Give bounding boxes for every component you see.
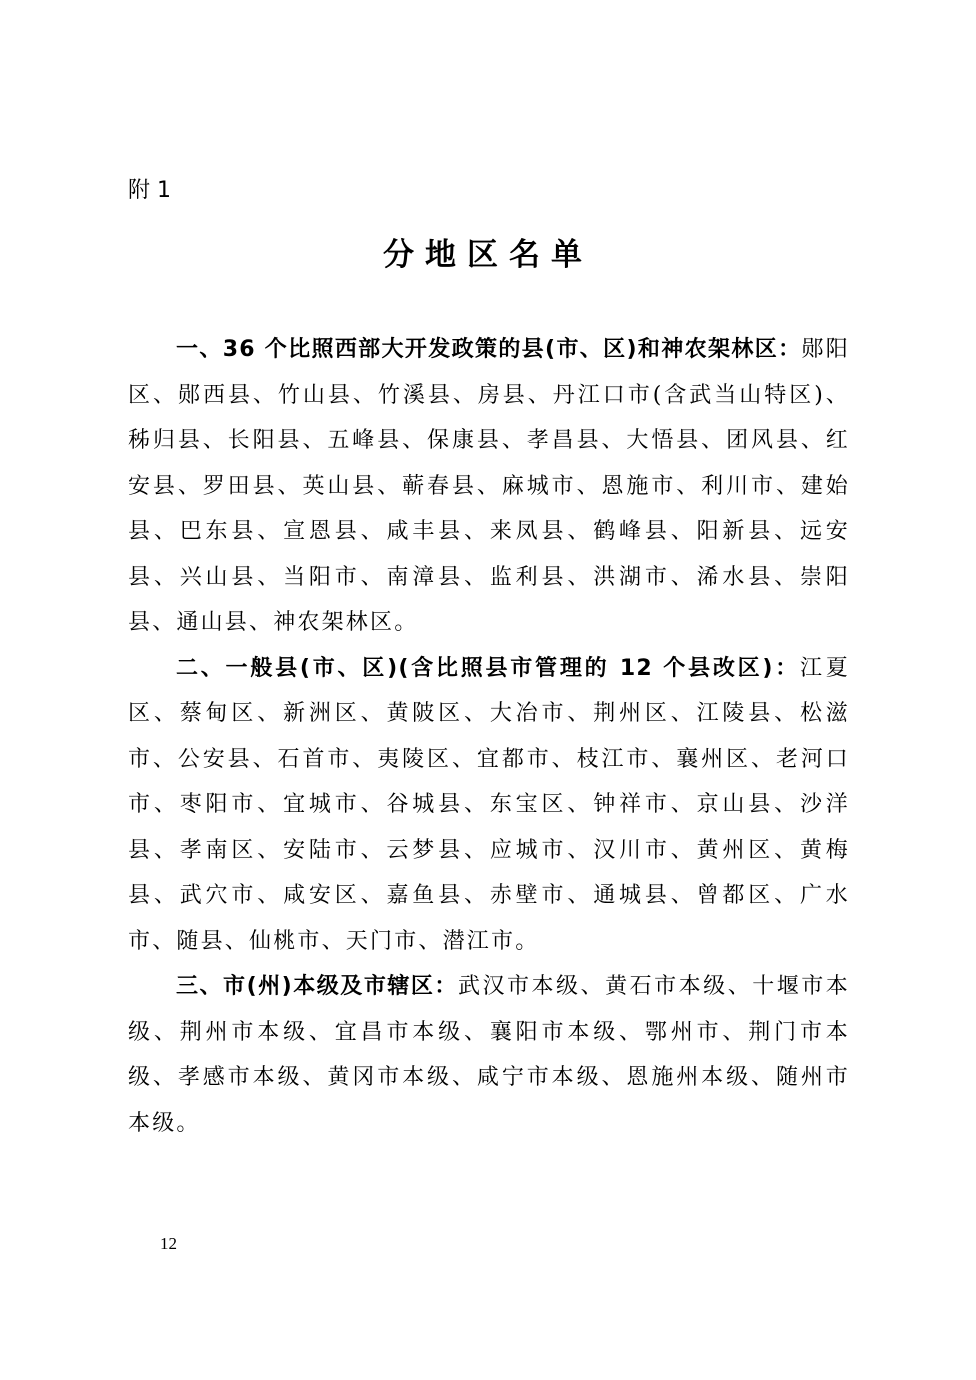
- section-heading-3: 三、市(州)本级及市辖区：: [176, 974, 458, 999]
- attachment-label: 附 1: [128, 178, 171, 203]
- section-heading-1: 一、36 个比照西部大开发政策的县(市、区)和神农架林区：: [176, 337, 802, 362]
- section-content-1: 郧阳区、郧西县、竹山县、竹溪县、房县、丹江口市(含武当山特区)、秭归县、长阳县、五峰县、保康县、孝昌县、大悟县、团风县、红安县、罗田县、英山县、蕲春县、麻城市、恩施市、利川市、建始县、巴东县、宣恩县、咸丰县、来凤县、鹤峰县、阳新县、远安县、兴山县、当阳市、南漳县、监利县、洪湖市、浠水县、崇阳县、通山县、神农架林区。: [128, 337, 850, 635]
- section-paragraph-1: [128, 327, 850, 646]
- section-content-3: 武汉市本级、黄石市本级、十堰市本级、荆州市本级、宜昌市本级、襄阳市本级、鄂州市、荆门市本级、孝感市本级、黄冈市本级、咸宁市本级、恩施州本级、随州市本级。: [128, 974, 851, 1136]
- document-body: [128, 327, 850, 1146]
- section-paragraph-3: [128, 964, 850, 1146]
- page-title: 分地区名单: [383, 237, 593, 273]
- section-heading-2: 二、一般县(市、区)(含比照县市管理的 12 个县改区)：: [176, 655, 800, 681]
- section-content-2: 江夏区、蔡甸区、新洲区、黄陂区、大冶市、荆州区、江陵县、松滋市、公安县、石首市、夷陵区、宜都市、枝江市、襄州区、老河口市、枣阳市、宜城市、谷城县、东宝区、钟祥市、京山县、沙洋县、孝南区、安陆市、云梦县、应城市、汉川市、黄州区、黄梅县、武穴市、咸安区、嘉鱼县、赤壁市、通城县、曾都区、广水市、随县、仙桃市、天门市、潜江市。: [128, 655, 850, 954]
- page-number: 12: [160, 1234, 177, 1253]
- section-paragraph-2: [128, 646, 850, 965]
